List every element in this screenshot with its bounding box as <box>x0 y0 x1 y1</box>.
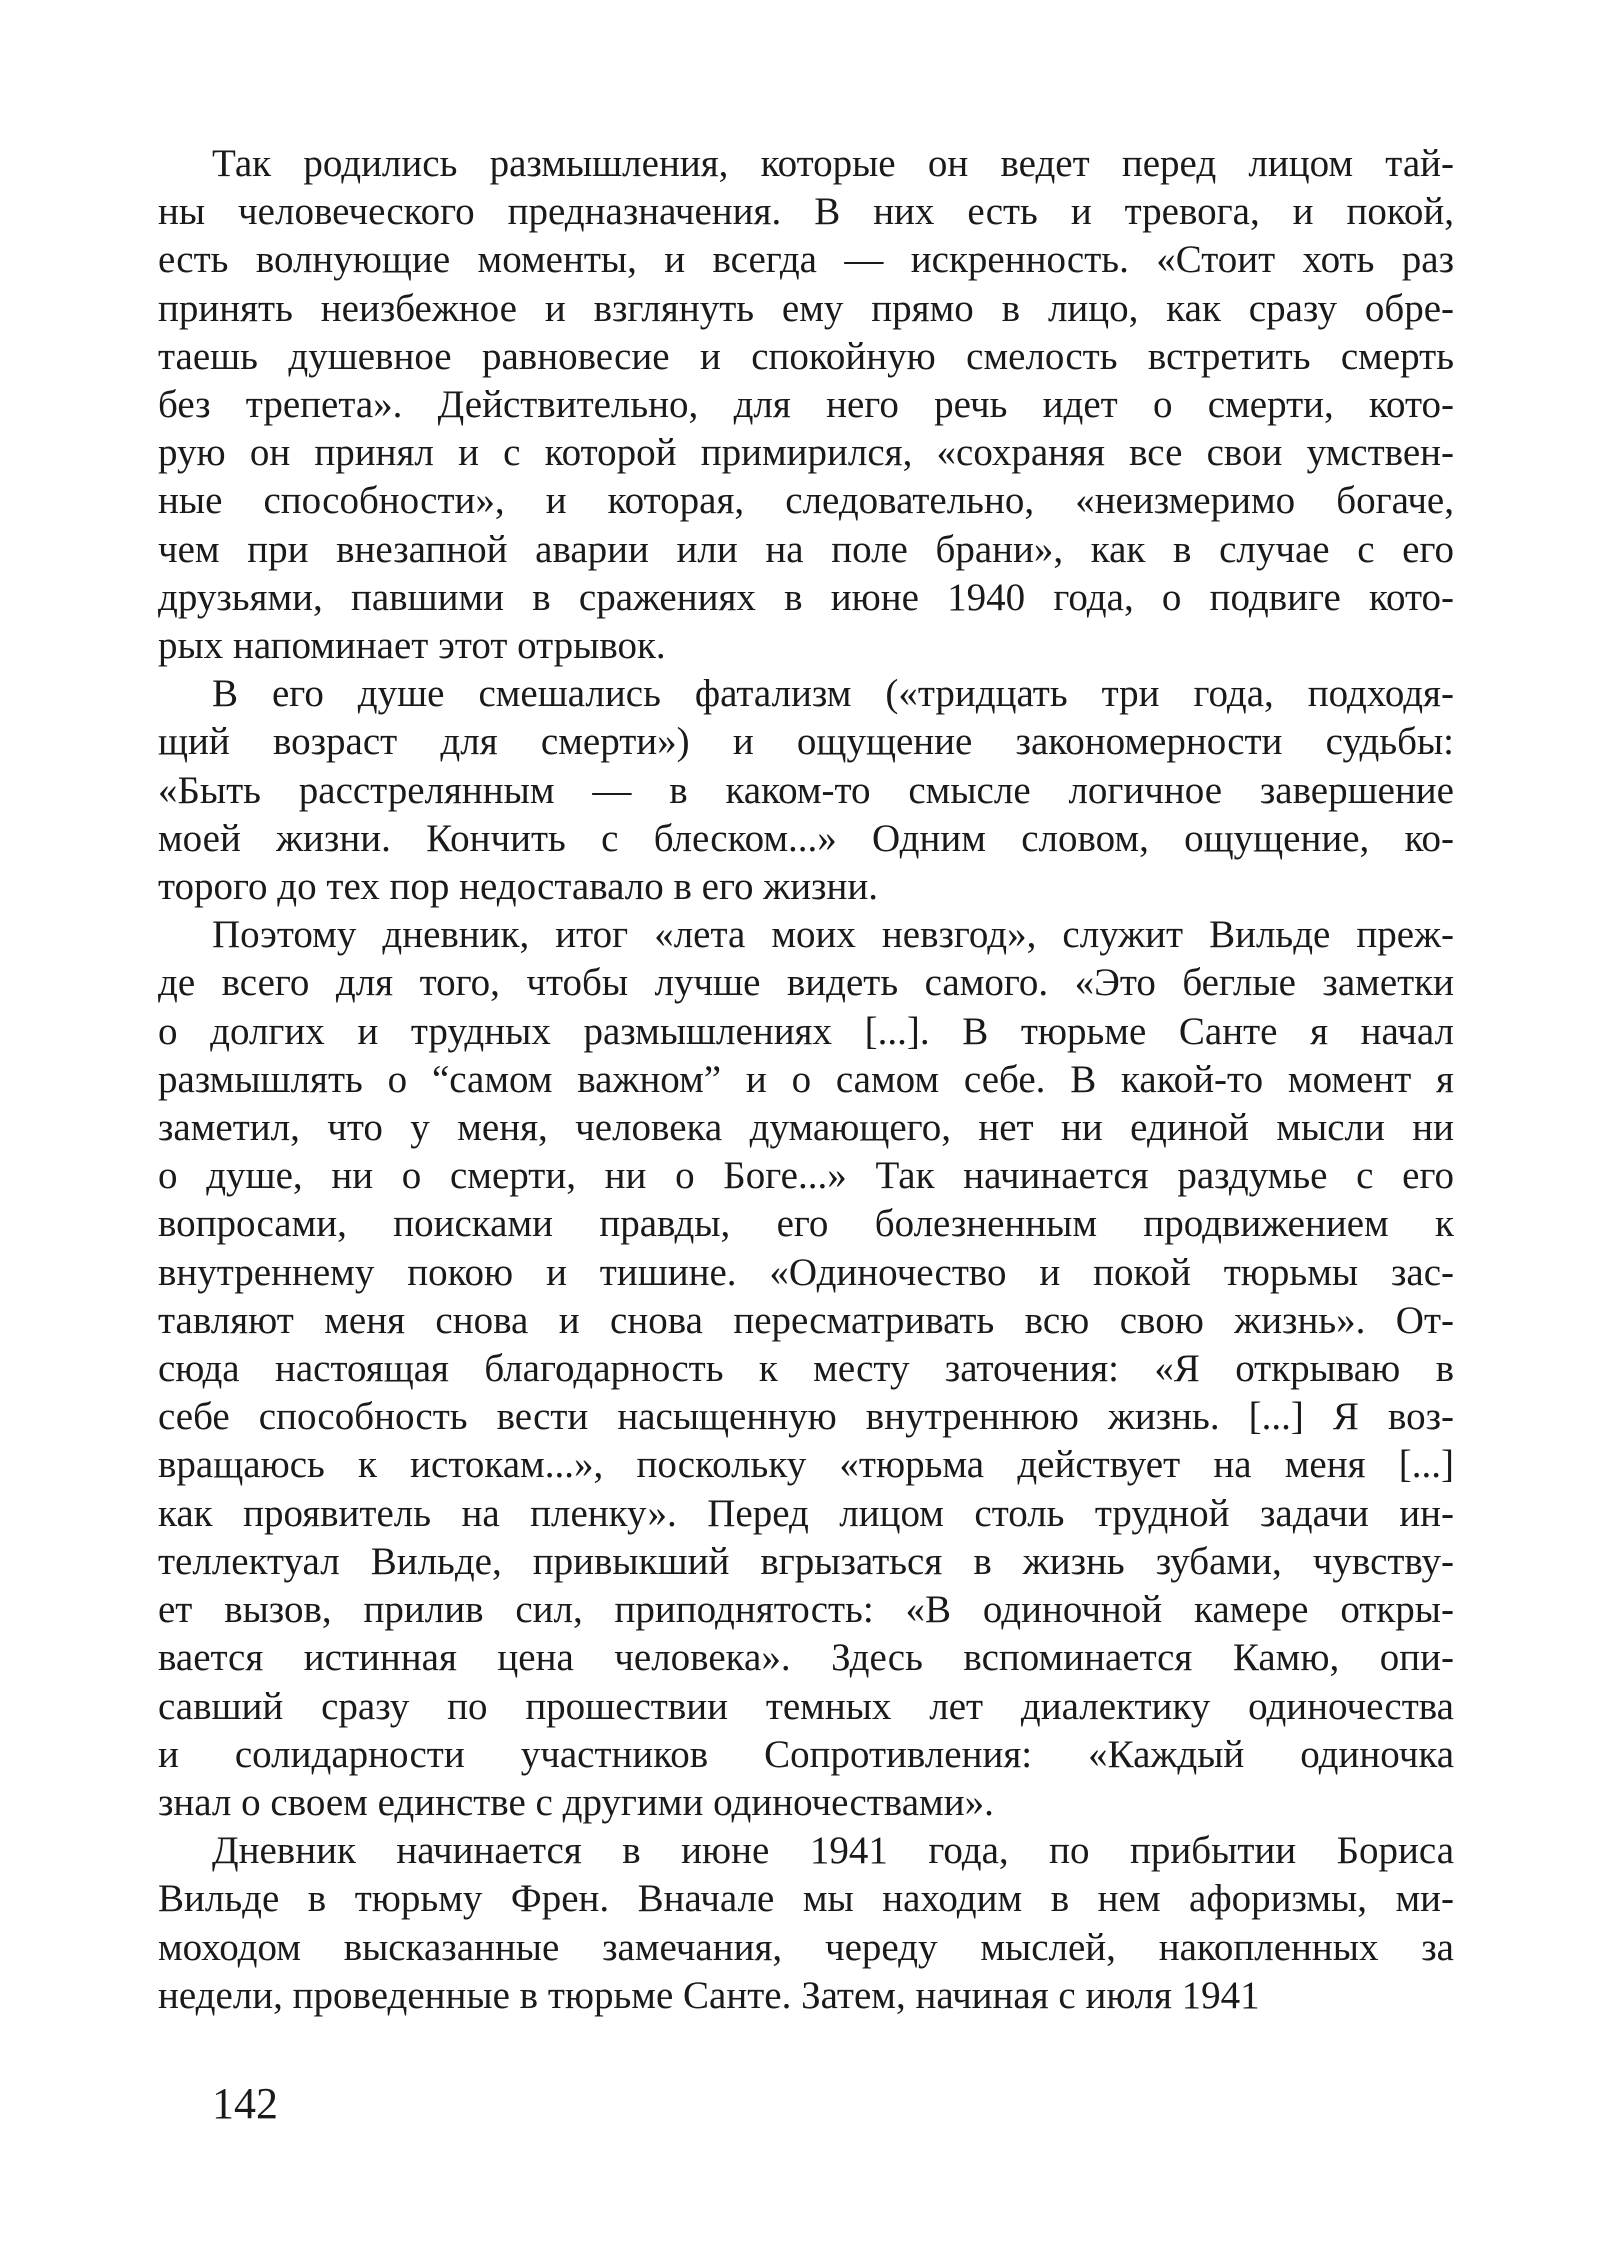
text-line: недели, проведенные в тюрьме Санте. Затем, начиная с июля 1941 <box>158 1973 1260 2017</box>
paragraph <box>158 670 1454 911</box>
text-line: Так родились размышления, которые он ведет перед лицом тай- <box>212 142 1454 185</box>
text-line: себе способность вести насыщенную внутреннюю жизнь. [...] Я воз- <box>158 1395 1454 1439</box>
text-line: есть волнующие моменты, и всегда — искренность. «Стоит хоть раз <box>158 238 1454 282</box>
text-line: Поэтому дневник, итог «лета моих невзгод», служит Вильде преж- <box>212 913 1454 957</box>
text-line: внутреннему покою и тишине. «Одиночество и покой тюрьмы зас- <box>158 1250 1454 1294</box>
paragraph <box>158 911 1454 1827</box>
text-line: савший сразу по прошествии темных лет диалектику одиночества <box>158 1684 1454 1728</box>
text-line: как проявитель на пленку». Перед лицом столь трудной задачи ин- <box>158 1491 1454 1535</box>
text-line: рых напоминает этот отрывок. <box>158 624 666 668</box>
text-line: щий возраст для смерти») и ощущение закономерности судьбы: <box>158 720 1454 764</box>
text-line: чем при внезапной аварии или на поле брани», как в случае с его <box>158 527 1454 571</box>
text-line: и солидарности участников Сопротивления: «Каждый одиночка <box>158 1732 1454 1776</box>
text-line: ные способности», и которая, следовательно, «неизмеримо богаче, <box>158 479 1454 523</box>
text-line: теллектуал Вильде, привыкший вгрызаться в жизнь зубами, чувству- <box>158 1539 1454 1583</box>
text-line: Вильде в тюрьму Френ. Вначале мы находим в нем афоризмы, ми- <box>158 1877 1454 1921</box>
page-number: 142 <box>212 2079 278 2128</box>
text-line: знал о своем единстве с другими одиночествами». <box>158 1780 994 1824</box>
text-line: тавляют меня снова и снова пересматривать всю свою жизнь». От- <box>158 1298 1454 1342</box>
text-line: о долгих и трудных размышлениях [...]. В тюрьме Санте я начал <box>158 1009 1454 1053</box>
text-line: без трепета». Действительно, для него речь идет о смерти, кото- <box>158 383 1454 427</box>
text-line: торого до тех пор недоставало в его жизни. <box>158 865 878 909</box>
text-line: «Быть расстрелянным — в каком-то смысле логичное завершение <box>158 768 1454 812</box>
text-line: заметил, что у меня, человека думающего, нет ни единой мысли ни <box>158 1106 1454 1150</box>
text-line: В его душе смешались фатализм («тридцать три года, подходя- <box>212 672 1454 716</box>
paragraph <box>158 1827 1454 2020</box>
text-line: таешь душевное равновесие и спокойную смелость встретить смерть <box>158 334 1454 378</box>
text-line: моей жизни. Кончить с блеском...» Одним словом, ощущение, ко- <box>158 816 1454 860</box>
text-line: ны человеческого предназначения. В них есть и тревога, и покой, <box>158 190 1454 234</box>
text-line: друзьями, павшими в сражениях в июне 1940 года, о подвиге кото- <box>158 575 1454 619</box>
text-line: моходом высказанные замечания, череду мыслей, накопленных за <box>158 1925 1454 1969</box>
text-line: рую он принял и с которой примирился, «сохраняя все свои умствен- <box>158 431 1454 475</box>
text-line: ет вызов, прилив сил, приподнятость: «В одиночной камере откры- <box>158 1588 1454 1632</box>
text-line: сюда настоящая благодарность к месту заточения: «Я открываю в <box>158 1347 1454 1391</box>
paragraph <box>158 140 1454 670</box>
text-line: Дневник начинается в июне 1941 года, по прибытии Бориса <box>212 1829 1454 1873</box>
text-line: размышлять о “самом важном” и о самом себе. В какой-то момент я <box>158 1057 1454 1101</box>
text-line: вращаюсь к истокам...», поскольку «тюрьма действует на меня [...] <box>158 1443 1454 1487</box>
text-line: де всего для того, чтобы лучше видеть самого. «Это беглые заметки <box>158 961 1454 1005</box>
text-line: принять неизбежное и взглянуть ему прямо в лицо, как сразу обре- <box>158 286 1454 330</box>
text-line: о душе, ни о смерти, ни о Боге...» Так начинается раздумье с его <box>158 1154 1454 1198</box>
text-line: вопросами, поисками правды, его болезненным продвижением к <box>158 1202 1454 1246</box>
text-line: вается истинная цена человека». Здесь вспоминается Камю, опи- <box>158 1636 1454 1680</box>
body-text <box>158 140 1454 2020</box>
